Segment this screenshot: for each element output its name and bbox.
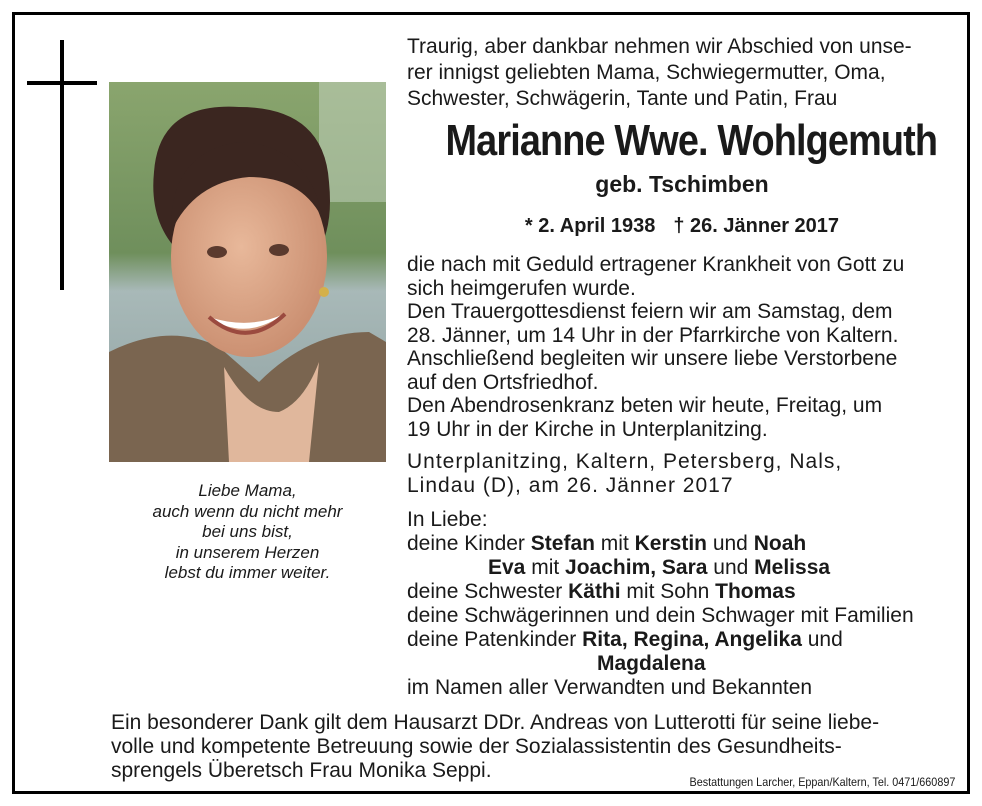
funeral-home-credit: Bestattungen Larcher, Eppan/Kaltern, Tel. 0471/660897: [689, 775, 955, 789]
body-line: 19 Uhr in der Kirche in Unterplanitzing.: [407, 417, 768, 441]
body-line: Anschließend begleiten wir unsere liebe Verstorbene: [407, 347, 898, 370]
family-row-godchildren: [407, 628, 957, 652]
intro-paragraph: [407, 34, 957, 112]
family-member: Magdalena: [597, 652, 706, 675]
announcement-body: [407, 253, 957, 441]
family-row-children-2: [407, 556, 957, 580]
family-heading: In Liebe:: [407, 508, 488, 531]
body-line: die nach mit Geduld ertragener Krankheit von Gott zu: [407, 253, 905, 276]
family-member: Eva: [488, 556, 526, 579]
memorial-quote: [109, 481, 386, 584]
portrait-photo: [109, 82, 386, 462]
family-member: Stefan: [530, 532, 595, 555]
family-member: Melissa: [754, 556, 831, 579]
death-date: † 26. Jänner 2017: [673, 215, 840, 237]
intro-line: Traurig, aber dankbar nehmen wir Abschied von unse-: [407, 35, 912, 58]
maiden-name: geb. Tschimben: [595, 171, 769, 197]
cross-vertical: [60, 40, 64, 290]
family-row-relatives: im Namen aller Verwandten und Bekannten: [407, 676, 813, 699]
body-line: auf den Ortsfriedhof.: [407, 370, 599, 394]
family-member: Kerstin: [634, 532, 707, 555]
quote-line: bei uns bist,: [202, 522, 293, 541]
family-text: deine Patenkinder: [407, 628, 583, 651]
quote-line: in unserem Herzen: [175, 542, 320, 562]
family-text: und: [707, 556, 755, 579]
family-row-children: [407, 532, 957, 556]
family-text: und: [801, 628, 843, 651]
family-text: mit: [525, 556, 566, 579]
family-member: Joachim, Sara: [565, 556, 708, 579]
family-row-sister: [407, 580, 957, 604]
birth-date: * 2. April 1938: [524, 215, 656, 237]
thanks-line: Ein besonderer Dank gilt dem Hausarzt DDr. Andreas von Lutterotti für seine liebe-: [111, 711, 880, 734]
body-line: Den Abendrosenkranz beten wir heute, Freitag, um: [407, 394, 883, 417]
place-date: [407, 450, 957, 498]
thanks-paragraph: [111, 711, 957, 783]
body-line: sich heimgerufen wurde.: [407, 276, 636, 300]
body-line: Den Trauergottesdienst feiern wir am Samstag, dem: [407, 300, 893, 323]
family-row-godchild-last: [407, 652, 957, 676]
cross-horizontal: [27, 81, 97, 85]
family-member: Thomas: [715, 580, 796, 603]
quote-line: Liebe Mama,: [198, 481, 297, 500]
place-line: Unterplanitzing, Kaltern, Petersberg, Nals,: [407, 450, 843, 473]
family-text: mit: [594, 532, 635, 555]
family-member: Noah: [753, 532, 807, 555]
family-member: Rita, Regina, Angelika: [582, 628, 802, 651]
intro-line: rer innigst geliebten Mama, Schwiegermutter, Oma,: [407, 61, 886, 84]
life-dates: [407, 213, 957, 239]
deceased-name: Marianne Wwe. Wohlgemuth: [445, 116, 938, 165]
place-line: Lindau (D), am 26. Jänner 2017: [407, 474, 734, 497]
thanks-line: volle und kompetente Betreuung sowie der Sozialassistentin des Gesundheits-: [111, 735, 842, 758]
family-text: deine Schwester: [407, 580, 569, 603]
body-line: 28. Jänner, um 14 Uhr in der Pfarrkirche von Kaltern.: [407, 323, 899, 347]
family-member: Käthi: [568, 580, 621, 603]
quote-line: lebst du immer weiter.: [164, 563, 331, 582]
family-text: und: [706, 532, 754, 555]
family-text: mit Sohn: [620, 580, 716, 603]
intro-line: Schwester, Schwägerin, Tante und Patin, Frau: [407, 87, 838, 110]
thanks-line: sprengels Überetsch Frau Monika Seppi.: [111, 759, 492, 782]
quote-line: auch wenn du nicht mehr: [152, 501, 343, 521]
family-row-inlaws: deine Schwägerinnen und dein Schwager mit Familien: [407, 604, 914, 627]
family-text: deine Kinder: [407, 532, 531, 555]
family-list: [407, 508, 957, 700]
